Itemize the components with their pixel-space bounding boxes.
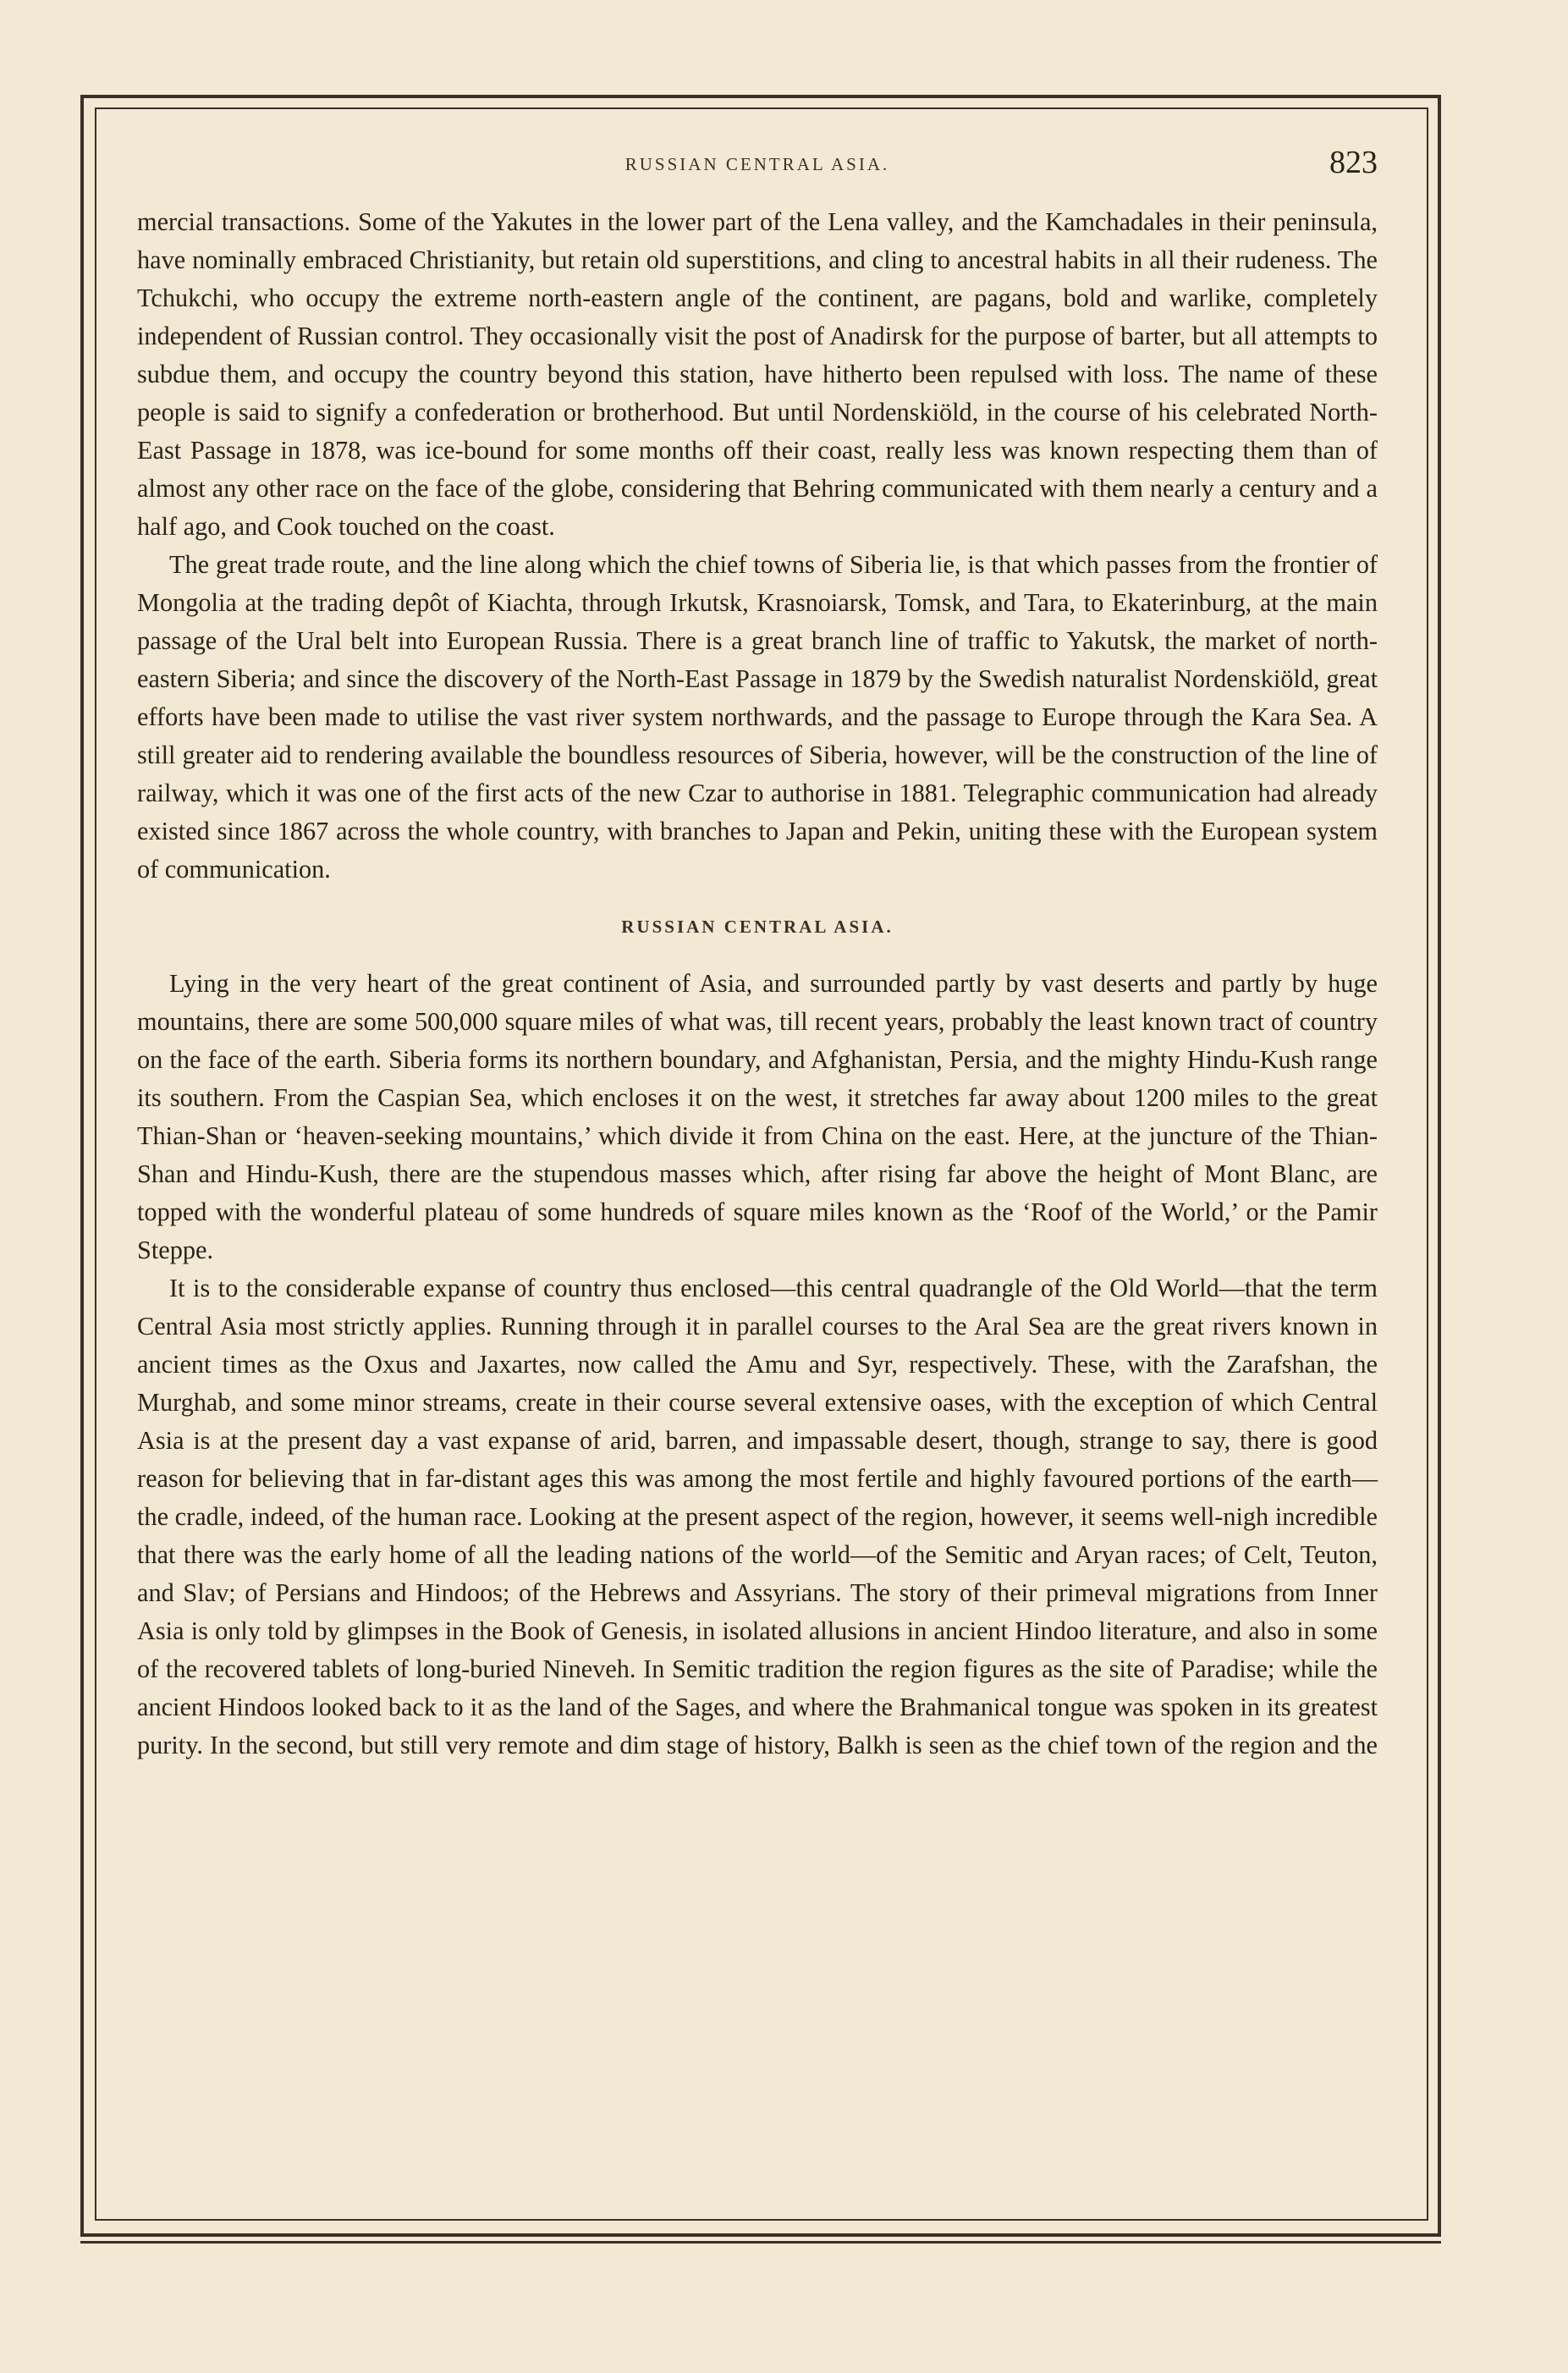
running-title: RUSSIAN CENTRAL ASIA. <box>624 154 890 174</box>
paragraph-siberia-peoples: mercial transactions. Some of the Yakutes in the lower part of the Lena valley, and the Kamchadales in their peninsula, have nominally embraced Christianity, but retain old superstitions, and cling to ancestral habits in all their rudeness. The Tchukchi, who occupy the extreme north-eastern angle of the continent, are pagans, bold and warlike, completely independent of Russian control. They occasionally visit the post of Anadirsk for the purpose of barter, but all attempts to subdue them, and occupy the country beyond this station, have hitherto been repulsed with loss. The name of these people is said to signify a confederation or brotherhood. But until Nordenskiöld, in the course of his celebrated North-East Passage in 1878, was ice-bound for some months off their coast, really less was known respecting them than of almost any other race on the face of the globe, considering that Behring communicated with them nearly a century and a half ago, and Cook touched on the coast. <box>137 207 1378 541</box>
paragraph-central-asia-history: It is to the considerable expanse of country thus enclosed—this central quadrangle of the Old World—that the term Central Asia most strictly applies. Running through it in parallel courses to the Aral Sea are the great rivers known in ancient times as the Oxus and Jaxartes, now called the Amu and Syr, respectively. These, with the Zarafshan, the Murghab, and some minor streams, create in their course several extensive oases, with the exception of which Central Asia is at the present day a vast expanse of arid, barren, and impassable desert, though, strange to say, there is good reason for believing that in far-distant ages this was among the most fertile and highly favoured portions of the earth—the cradle, indeed, of the human race. Looking at the present aspect of the region, however, it seems well-nigh incredible that there was the early home of all the leading nations of the world—of the Semitic and Aryan races; of Celt, Teuton, and Slav; of Persians and Hindoos; of the Hebrews and Assyrians. The story of their primeval migrations from Inner Asia is only told by glimpses in the Book of Genesis, in isolated allusions in ancient Hindoo literature, and also in some of the recovered tablets of long-buried Nineveh. In Semitic tradition the region figures as the site of Paradise; while the ancient Hindoos looked back to it as the land of the Sages, and where the Brahmanical tongue was spoken in its greatest purity. In the second, but still very remote and dim stage of history, Balkh is seen as the chief town of the region and the <box>137 1274 1378 1759</box>
page-text <box>137 144 1378 1765</box>
paragraph-trade-route: The great trade route, and the line along which the chief towns of Siberia lie, is that which passes from the frontier of Mongolia at the trading depôt of Kiachta, through Irkutsk, Krasnoiarsk, Tomsk, and Tara, to Ekaterinburg, at the main passage of the Ural belt into European Russia. There is a great branch line of traffic to Yakutsk, the market of north-eastern Siberia; and since the discovery of the North-East Passage in 1879 by the Swedish naturalist Nordenskiöld, great efforts have been made to utilise the vast river system northwards, and the passage to Europe through the Kara Sea. A still greater aid to rendering available the boundless resources of Siberia, however, will be the construction of the line of railway, which it was one of the first acts of the new Czar to authorise in 1881. Telegraphic communication had already existed since 1867 across the whole country, with branches to Japan and Pekin, uniting these with the European system of communication. <box>137 550 1378 884</box>
page-number: 823 <box>1329 145 1378 180</box>
bottom-rule <box>80 2241 1441 2244</box>
running-head <box>137 144 1378 203</box>
paragraph-central-asia-intro: Lying in the very heart of the great continent of Asia, and surrounded partly by vast deserts and partly by huge mountains, there are some 500,000 square miles of what was, till recent years, probably the least known tract of country on the face of the earth. Siberia forms its northern boundary, and Afghanistan, Persia, and the mighty Hindu-Kush range its southern. From the Caspian Sea, which encloses it on the west, it stretches far away about 1200 miles to the great Thian-Shan or ‘heaven-seeking mountains,’ which divide it from China on the east. Here, at the juncture of the Thian-Shan and Hindu-Kush, there are the stupendous masses which, after rising far above the height of Mont Blanc, are topped with the wonderful plateau of some hundreds of square miles known as the ‘Roof of the World,’ or the Pamir Steppe. <box>137 969 1378 1264</box>
section-heading: RUSSIAN CENTRAL ASIA. <box>621 917 894 937</box>
